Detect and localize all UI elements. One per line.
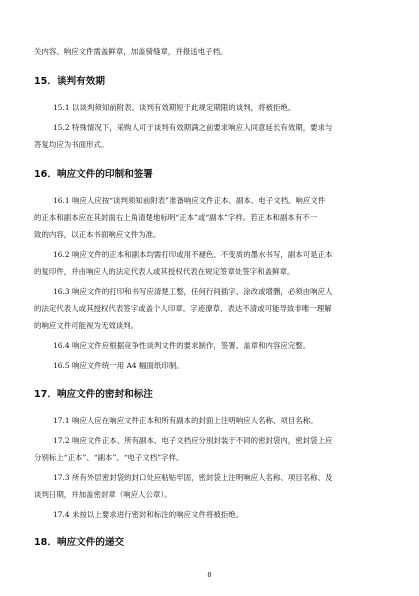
para-16-4: 16.4 响应文件应根据竞争性谈判文件的要求制作，签署、盖章和内容应完整。 [53, 341, 311, 350]
intro-line: 关内容。响应文件需盖鲜章，加盖骑缝章，并报送电子档。 [34, 47, 228, 56]
para-15-1: 15.1 以谈判须知前附表。谈判有效期短于此规定期限的谈判，将被拒绝。 [53, 103, 296, 112]
section-16-heading: 16．响应文件的印制和签署 [34, 169, 153, 180]
para-16-1-line2: 的正本和副本应在其封面右上角清楚地标明“正本”或“副本”字样。若正本和副本有不一 [34, 213, 318, 222]
para-17-3-line2: 谈判日期，并加盖密封章（响应人公章）。 [34, 490, 172, 499]
para-16-3-line2: 的法定代表人或其授权代表签字或盖个人印章。字迹潦草、表达不清或可能导致非唯一理解 [34, 304, 332, 313]
para-15-2-line1: 15.2 特殊情况下，采购人可于谈判有效期满之前要求响应人同意延长有效期，要求与 [53, 123, 333, 132]
para-16-1-line1: 16.1 响应人应按“谈判须知前附表”准备响应文件正本、副本、电子文档。响应文件 [53, 196, 326, 205]
para-16-3-line1: 16.3 响应文件的打印和书写应清楚工整，任何行间插字、涂改或增删，必须由响应人 [53, 287, 333, 296]
section-17-heading: 17．响应文件的密封和标注 [34, 389, 153, 400]
section-18-heading: 18．响应文件的递交 [34, 537, 125, 548]
para-17-2-line2: 分别标上“正本”、“副本”、“电子文档”字样。 [34, 453, 184, 462]
section-15-heading: 15．谈判有效期 [34, 76, 105, 87]
para-16-1-line3: 致的内容，以正本书面响应文件为准。 [34, 230, 161, 239]
para-17-2-line1: 17.2 响应文件正本、所有副本、电子文档应分别封装于不同的密封袋内，密封袋上应 [53, 436, 333, 445]
para-17-4: 17.4 未按以上要求进行密封和标注的响应文件将被拒绝。 [53, 510, 244, 519]
para-16-2-line2: 的复印件，并由响应人的法定代表人或其授权代表在规定签章处签字和盖鲜章。 [34, 267, 295, 276]
para-16-2-line1: 16.2 响应文件的正本和副本均需打印或用不褪色、不变质的墨水书写，副本可是正本 [53, 250, 333, 259]
para-17-3-line1: 17.3 所有外层密封袋的封口处应粘贴牢固，密封袋上注明响应人名称、项目名称、及 [53, 473, 333, 482]
para-16-3-line3: 的响应文件可能视为无效谈判。 [34, 321, 139, 330]
para-16-5: 16.5 响应文件统一用 A4 幅面纸印制。 [53, 361, 184, 370]
para-15-2-line2: 答复均应为书面形式。 [34, 140, 109, 149]
para-17-1: 17.1 响应人应在响应文件正本和所有副本的封面上注明响应人名称、项目名称。 [53, 416, 318, 425]
page-number: 8 [207, 571, 212, 579]
